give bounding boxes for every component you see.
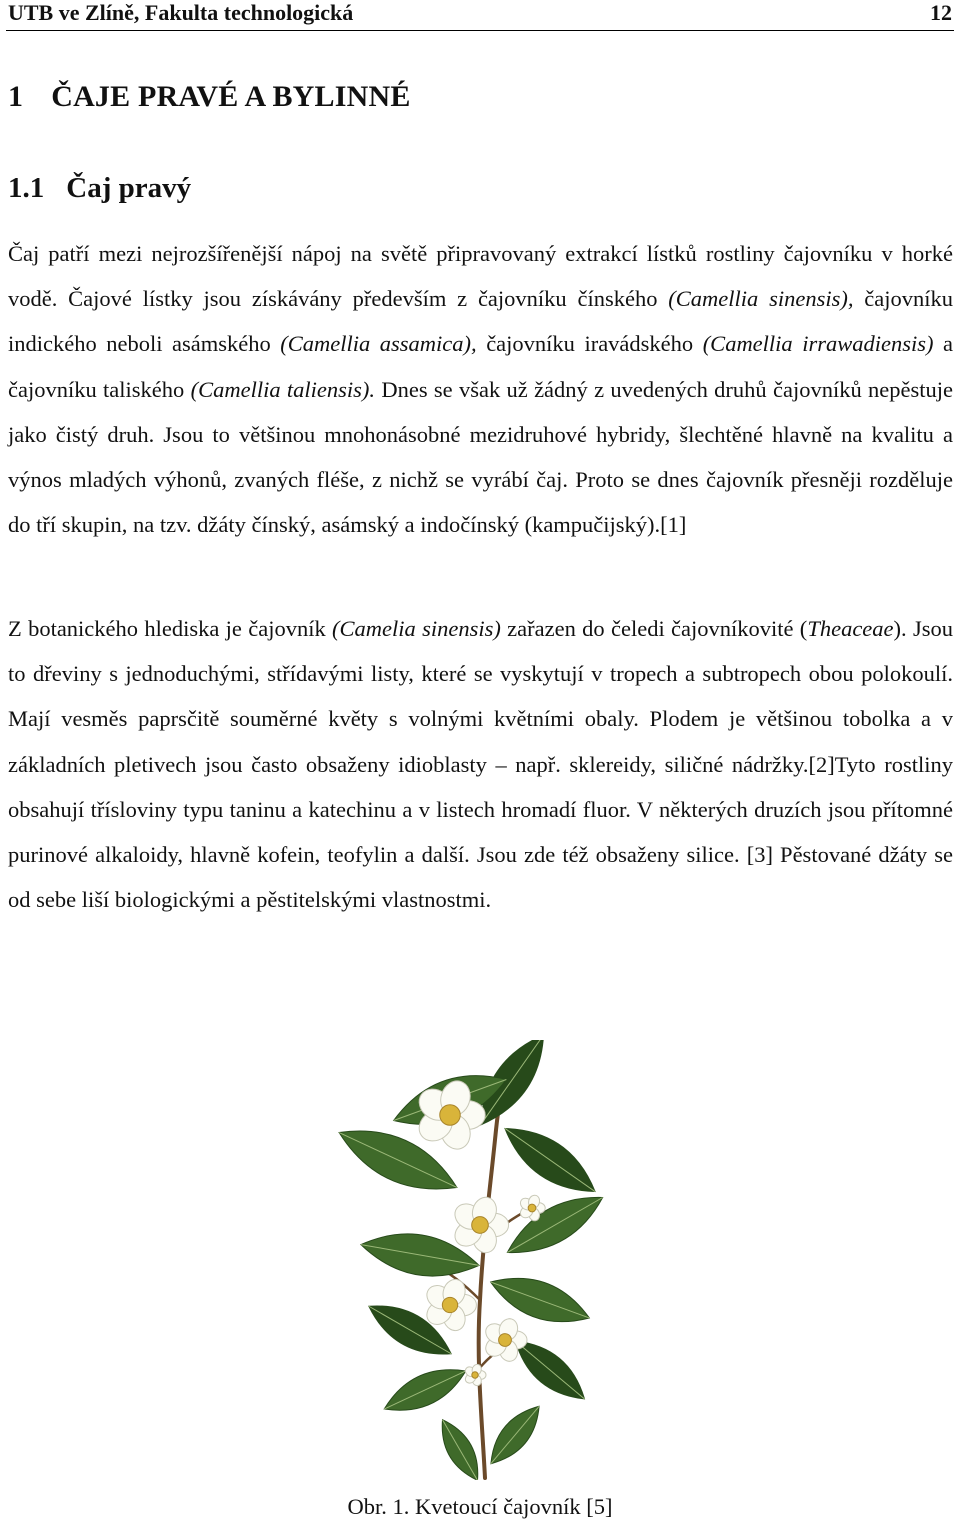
chapter-number: 1 [8,80,24,113]
leaf-vein [505,1128,595,1191]
italic-run: (Camelia sinensis) [332,616,501,641]
flower-center [528,1204,536,1212]
text-run: čajovníku iravádského [476,331,703,357]
italic-run: (Camellia assamica), [280,331,477,357]
section-title: Čaj pravý [66,172,192,204]
page-number: 12 [930,0,952,25]
section-heading [8,172,191,205]
text-run: Z botanického hlediska je čajovník [8,616,333,641]
chapter-heading [8,80,411,114]
paragraph-2 [8,606,953,922]
text-run: Dnes se však už žádný z uvedených druhů čajovníků nepěstuje jako čistý druh. Jsou to většinou mnohonásobné mezidruhové hybridy, šlechtěné hlavně na kvalitu a výnos mladých výhonů, zvaných fléše, z nichž se vyrábí čaj. Proto se dnes čajovník přesněji rozděluje do tří skupin, na tzv. džáty čínský, asámský a indočínský (kampučijský).[1] [8,376,953,538]
flower-center [472,1372,478,1378]
text-run: Čaj patří mezi nejrozšířenější nápoj na světě připravovaný extrakcí lístků rostliny čajovníku v horké vodě. Čajové lístky jsou získávány především z čajovníku čínského [8,241,953,312]
text-run: zařazen do čeledi čajovníkovité ( [500,616,808,641]
tea-plant-drawing [300,1040,660,1480]
text-run: a čajovníku taliského [8,331,953,402]
flower-center [472,1217,489,1234]
italic-run: Theaceae [807,616,894,641]
leaf-vein [516,1341,585,1399]
page-header [6,0,954,31]
section-number: 1.1 [8,172,45,204]
figure-caption: Obr. 1. Kvetoucí čajovník [5] [347,1494,613,1519]
header-title: UTB ve Zlíně, Fakulta technologická [8,0,354,25]
flower-center [499,1334,512,1347]
leaf [432,1414,488,1480]
text-run: čajovníku indického neboli asámského [8,286,954,357]
italic-run: (Camellia taliensis). [190,376,376,402]
tea-plant-illustration [300,1040,660,1480]
flower-center [442,1297,457,1312]
italic-run: (Camellia sinensis), [668,286,854,312]
flower-center [440,1105,460,1125]
leaf-vein [491,1406,539,1463]
paragraph-1 [8,231,953,547]
text-run: ). Jsou to dřeviny s jednoduchými, střídavými listy, které se vyskytují v tropech a subtropech obou polokoulí. Mají vesměs paprsčitě souměrné květy s volnými květními obaly. Plodem je většinou tobolka a v základních pletivech jsou často obsaženy idioblasty – např. sklereidy, siličné nádržky.[2]Tyto rostliny obsahují třísloviny typu taninu a katechinu a v listech hromadí fluor. V některých druzích jsou přítomné purinové alkaloidy, hlavně kofein, teofylin a další. Jsou zde též obsaženy silice. [3] Pěstované džáty se od sebe liší biologickými a pěstitelskými vlastnostmi. [8,616,953,913]
chapter-title: ČAJE PRAVÉ A BYLINNÉ [51,80,411,113]
italic-run: (Camellia irrawadiensis) [702,331,934,357]
